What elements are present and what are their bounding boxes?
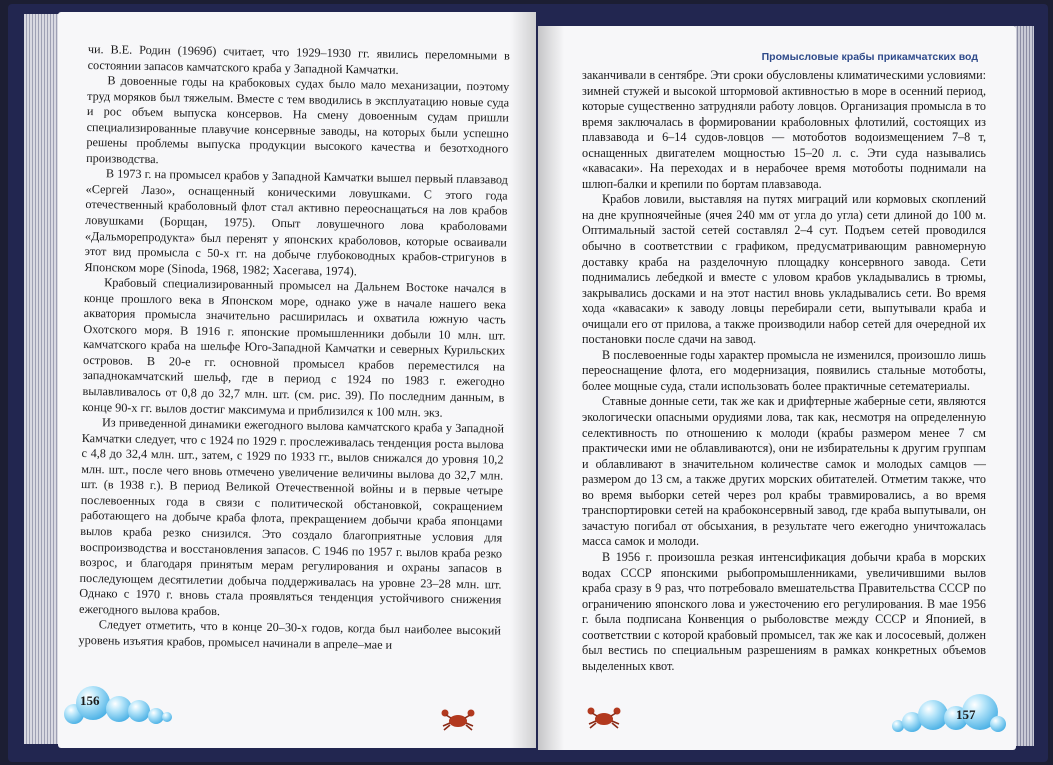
- crab-icon: [586, 704, 622, 730]
- paragraph: Ставные донные сети, так же как и дрифтерные жаберные сети, являются экологически опасными орудиями лова, так как, несмотря на определенную селективность по отношению к молоди (крабы размером менее 7 см практически ими не облавливаются), они не избирательны к другим группам и облавливают в значительном количестве самок и молодых самцов — размером до 13 см, а также других морских обитателей. Отметим также, что во время выборки сетей через рол крабы травмировались, а во время транспортировки сетей на крабоконсервный завод, где краба выпутывали, он зачастую погибал от обсыхания, в результате чего ежегодно уничтожалась масса самок и молоди.: [582, 394, 986, 549]
- paragraph: чи. В.Е. Родин (1969б) считает, что 1929–1930 гг. явились переломными в состоянии запасов камчатского краба у Западной Камчатки.: [87, 42, 510, 77]
- paragraph: В послевоенные годы характер промысла не изменился, произошло лишь переоснащение флота, его модернизация, появились стальные мотоботы, более мощные суда, стали использовать более практичные сетематериалы.: [582, 347, 986, 393]
- right-page-text: [582, 68, 986, 674]
- crab-icon: [440, 706, 476, 732]
- bubble-icon: [162, 712, 172, 722]
- paragraph: В 1973 г. на промысел крабов у Западной Камчатки вышел первый плавзавод «Сергей Лазо», оснащенный коническими ловушками. С этого года отечественный краболовный флот стал активно переоснащаться на лов крабов ловушками (Борщан, 1975). Опыт ловушечного лова краболовами «Дальморепродукта» был перенят у японских краболовов, которые осваивали этот вид промысла с 50-х гг. на добыче глубоководных крабов-стригунов в Японском море (Sinoda, 1968, 1982; Хасегава, 1974).: [84, 166, 508, 278]
- gutter-shadow: [510, 12, 536, 748]
- page-number: 156: [80, 693, 100, 708]
- paragraph: В довоенные годы на крабоковых судах было мало механизации, поэтому труд моряков был тяжелым. Вместе с тем вводились в эксплуатацию новые суда и рос объем выпуска консервов. На смену довоенным судам пришли специализированные плавучие консервные заводы, на которых были успешно решены проблемы выпуска продукции высокого качества и безотходного производства.: [86, 73, 510, 166]
- paragraph: Крабов ловили, выставляя на путях миграций или кормовых скоплений на дне крупноячейные (ячея 240 мм от угла до угла) сети длиной до 100 м. Оптимальный застой сетей составлял 2–4 сут. Подъем сетей проводился обычно в соответствии с графиком, предусматривающим равномерную доставку краба на разделочную площадку консервного завода. Сети поднимались лебедкой и вместе с уловом крабов укладывались в трюмы, закрывались досками и на этот настил вновь укладывались сети. Во время хода «кавасаки» к заводу ловцы перебирали сети, выпутывали краба и очищали его от прилова, а также производили набор сетей для очередной их постановки после сдачи на завод.: [582, 192, 986, 347]
- running-header: Промысловые крабы прикамчатских вод: [761, 51, 978, 63]
- paragraph: В 1956 г. произошла резкая интенсификация добычи краба в морских водах СССР японскими рыбопромышленниками, увеличившими вылов краба сразу в 9 раз, что потребовало вмешательства Правительства СССР по ограничению японского лова и ужесточению его регулирования. В мае 1956 г. была подписана Конвенция о рыболовстве между СССР и Японией, в соответствии с которой крабовый промысел, так же как и лососевый, должен был вестись по специальным разрешениям в рамках конкретных объемов выделенных квот.: [582, 549, 986, 673]
- bubble-icon: [990, 716, 1006, 732]
- page-number: 157: [956, 707, 976, 722]
- paragraph: заканчивали в сентябре. Эти сроки обусловлены климатическими условиями: зимней стужей и высокой штормовой активностью в море в осенний период, которые существенно затрудняли работу ловцов. Организация промысла в то время заключалась в формировании краболовных флотилий, состоящих из плавзавода и 6–14 судов-ловцов — мотоботов водоизмещением 7–8 т, оснащенных двигателем мощностью 15–20 л. с. Эти суда назывались «кавасаки». На переходах и в нерабочее время мотоботы поднимали на шлюп-балки и крепили по бортам плавзавода.: [582, 68, 986, 191]
- paragraph: Крабовый специализированный промысел на Дальнем Востоке начался в конце прошлого века в Японском море, однако уже в начале нашего века акватория промысла значительно расширилась и охватила южную часть Охотского моря. В 1916 г. японские промышленники добыли 10 млн. шт. камчатского краба на шельфе Юго-Западной Камчатки и северных Курильских островов. В 20-е гг. основной промысел крабов переместился на западнокамчатский шельф, где в период с 1924 по 1983 г. ежегодно вылавливалось от 0,8 до 32,7 млн. шт. (см. рис. 39). По последним данным, в конце 90-х гг. вылов достиг максимума и приблизился к 100 млн. экз.: [82, 275, 507, 420]
- left-page-text: [78, 42, 509, 655]
- right-page: [538, 26, 1016, 750]
- left-page: [58, 12, 536, 748]
- gutter-shadow: [538, 26, 564, 750]
- paragraph: Из приведенной динамики ежегодного вылова камчатского краба у Западной Камчатки следует, что с 1924 по 1929 г. прослеживалась тенденция роста вылова с 4,8 до 32,4 млн. шт., затем, с 1929 по 1933 гг., вылов снижался до уровня 10,2 млн. шт., после чего вновь отмечено увеличение величины вылова до 32,7 млн. шт. (в 1938 г.). В период Великой Отечественной войны и в первые четыре послевоенных года в связи с политической обстановкой, сокращением работающего на добыче краба флота, прекращением добычи краба японцами вылов краба резко снизился. Это создало благоприятные условия для воспроизводства и восстановления запасов. С 1946 по 1957 г. вылов краба резко возрос, и благодаря принятым мерам регулирования и охраны запасов в последующем десятилетии добыча поддерживалась на уровне 23–28 млн. шт. Однако с 1970 г. вновь стала проявляться тенденция устойчивого снижения ежегодного вылова крабов.: [78, 415, 505, 618]
- bubble-icon: [128, 700, 150, 722]
- bubbles-decoration: [890, 690, 1010, 740]
- paragraph: Следует отметить, что в конце 20–30-х годов, когда был наиболее высокий уровень изъятия крабов, промысел начинали в апреле–мае и: [78, 617, 501, 652]
